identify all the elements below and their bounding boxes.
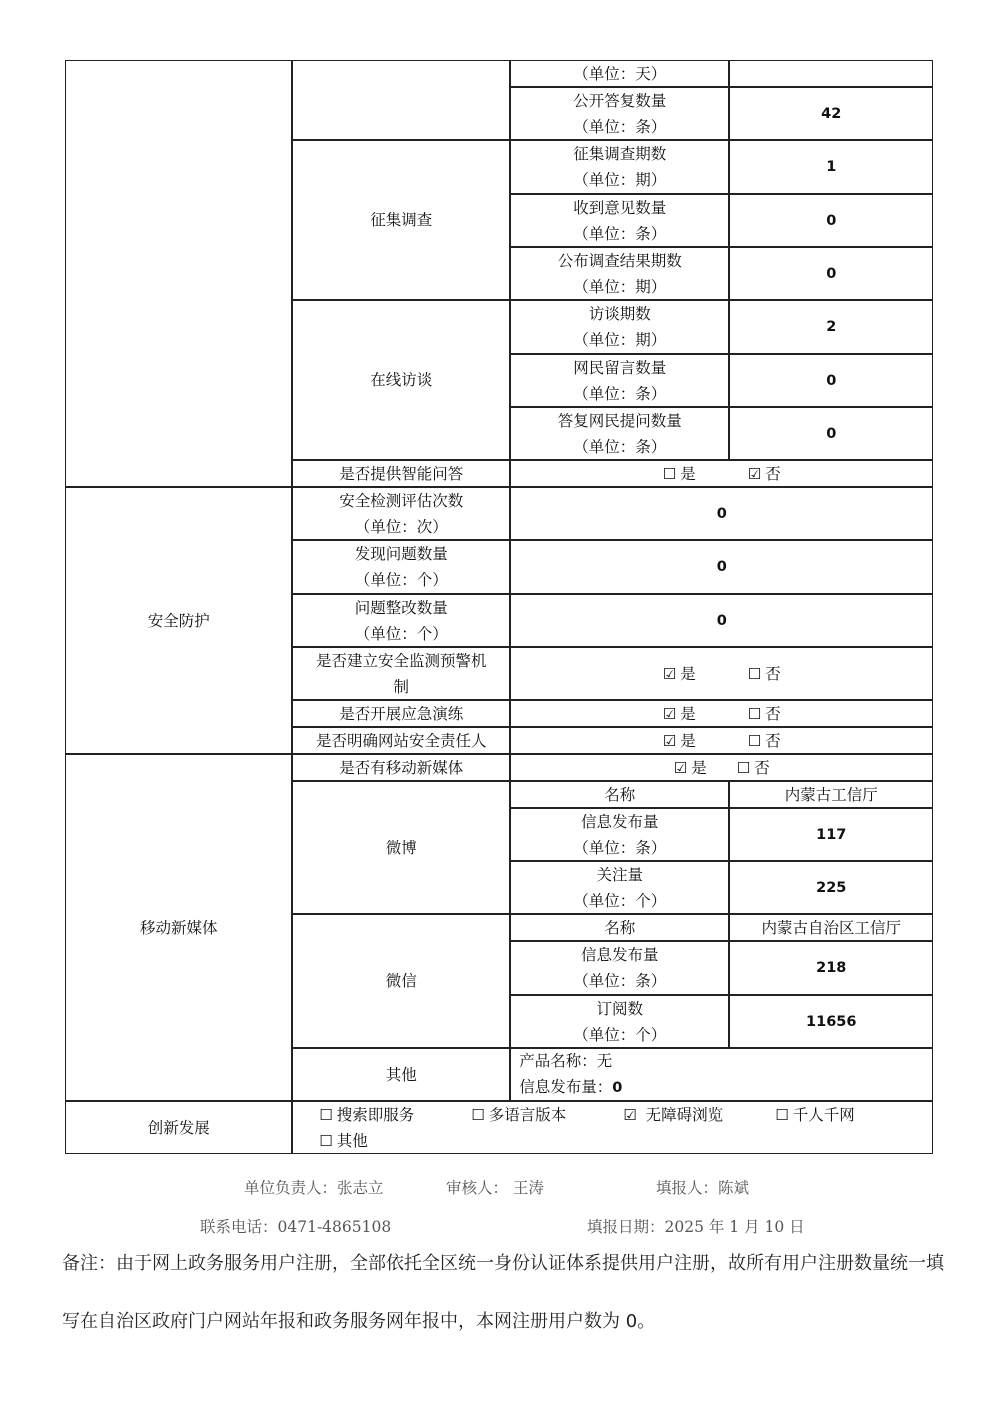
reply-days-unit <box>510 60 729 87</box>
checkbox-checked-icon[interactable]: ☑ <box>662 704 677 723</box>
reply-count-label <box>510 87 729 140</box>
section-innovation-label: 创新发展 <box>147 1118 210 1137</box>
media-other <box>292 1048 510 1101</box>
security-warning-yes-option[interactable] <box>663 661 696 687</box>
security-drill-choice <box>510 700 933 727</box>
security-drill-yes-option[interactable] <box>663 701 696 727</box>
interview-answers-unit: （单位：条） <box>573 437 667 456</box>
security-issues-unit: （单位：个） <box>354 571 448 590</box>
section-cell-empty <box>65 60 292 487</box>
smart-qa-label-text: 是否提供智能问答 <box>339 464 464 483</box>
survey-label: 征集调查 <box>370 211 433 230</box>
footer-date: 填报日期：2025 年 1 月 10 日 <box>587 1218 805 1236</box>
survey-opinions-label-text: 收到意见数量 <box>573 198 667 217</box>
security-owner-choice <box>510 727 933 754</box>
innovation-option-search[interactable] <box>319 1102 471 1128</box>
interview-periods-label-text: 访谈期数 <box>588 305 651 324</box>
weibo-posts-unit: （单位：条） <box>573 838 667 857</box>
security-issues-label <box>292 540 510 594</box>
reply-count-unit: （单位：条） <box>573 117 667 136</box>
interview-messages-unit: （单位：条） <box>573 384 667 403</box>
wechat-label: 微信 <box>385 972 417 991</box>
survey-periods-value-text: 1 <box>826 159 837 176</box>
reply-count-label-text: 公开答复数量 <box>573 91 667 110</box>
other-posts-value: 0 <box>612 1080 623 1097</box>
survey-opinions-label <box>510 194 729 247</box>
media-has-no-option[interactable] <box>737 755 770 781</box>
other-posts-label: 信息发布量： <box>519 1078 613 1097</box>
interview-messages-label <box>510 354 729 407</box>
smart-qa-yes-label: 是 <box>680 464 696 483</box>
security-drill-label <box>292 700 510 727</box>
security-issues-value <box>510 540 933 594</box>
footer-phone: 联系电话：0471-4865108 <box>200 1218 392 1236</box>
security-checks-label <box>292 487 510 540</box>
weibo-posts-label-text: 信息发布量 <box>580 812 659 831</box>
weibo-name-label <box>510 781 729 808</box>
media-weibo <box>292 781 510 914</box>
section-media <box>65 754 292 1101</box>
interview-periods-unit: （单位：期） <box>573 331 667 350</box>
security-checks-value <box>510 487 933 540</box>
wechat-name-label-text: 名称 <box>604 918 636 937</box>
media-wechat <box>292 914 510 1048</box>
security-issues-value-text: 0 <box>716 559 727 576</box>
innovation-other-blank[interactable] <box>368 1137 658 1154</box>
security-warning-choice <box>510 647 933 700</box>
section-media-label: 移动新媒体 <box>139 918 218 937</box>
innovation-options <box>292 1101 933 1154</box>
subsection-survey <box>292 140 510 300</box>
remark-note: 备注：由于网上政务服务用户注册，全部依托全区统一身份认证体系提供用户注册，故所有用户注册数量统一填写在自治区政府门户网站年报和政务服务网年报中，本网注册用户数为 0。 <box>62 1253 944 1332</box>
weibo-followers-label-text: 关注量 <box>596 865 643 884</box>
interview-messages-label-text: 网民留言数量 <box>573 358 667 377</box>
security-warning-no-option[interactable] <box>748 661 781 687</box>
checkbox-checked-icon[interactable]: ☑ <box>623 1105 637 1124</box>
media-has-yes-label: 是 <box>691 758 707 777</box>
innovation-option-personalized[interactable] <box>775 1102 854 1128</box>
smart-qa-label <box>292 460 510 487</box>
survey-periods-value <box>729 140 933 194</box>
security-checks-unit: （单位：次） <box>354 517 448 536</box>
innovation-option-label: 千人千网 <box>792 1105 855 1124</box>
weibo-followers-unit: （单位：个） <box>573 891 667 910</box>
innovation-option-label: 搜索即服务 <box>336 1105 415 1124</box>
checkbox-checked-icon[interactable]: ☑ <box>662 664 677 683</box>
security-checks-label-text: 安全检测评估次数 <box>339 491 464 510</box>
weibo-followers-value-text: 225 <box>816 879 847 896</box>
section-security-label: 安全防护 <box>147 611 210 630</box>
weibo-name-text: 内蒙古工信厅 <box>784 785 878 804</box>
footer-leader: 单位负责人：张志立 <box>244 1179 384 1197</box>
checkbox-unchecked-icon[interactable]: ☐ <box>736 758 751 777</box>
reply-count-value <box>729 87 933 140</box>
security-drill-no-option[interactable] <box>748 701 781 727</box>
security-owner-label <box>292 727 510 754</box>
weibo-label: 微博 <box>385 838 417 857</box>
checkbox-unchecked-icon[interactable]: ☐ <box>319 1105 333 1124</box>
innovation-other-row <box>319 1128 657 1154</box>
reply-count-value-text: 42 <box>821 105 842 122</box>
wechat-posts-unit: （单位：条） <box>573 972 667 991</box>
checkbox-checked-icon[interactable]: ☑ <box>673 758 688 777</box>
survey-periods-label-text: 征集调查期数 <box>573 145 667 164</box>
subsection-interview <box>292 300 510 460</box>
interview-messages-value-text: 0 <box>826 372 837 389</box>
security-warning-label <box>292 647 510 700</box>
security-warning-label-line2: 制 <box>393 677 409 696</box>
interview-answers-value <box>729 407 933 460</box>
wechat-subscribers-value <box>729 995 933 1048</box>
security-checks-value-text: 0 <box>716 505 727 522</box>
other-product-name: 产品名称：无 <box>519 1052 613 1071</box>
innovation-other-label: 其他 <box>336 1131 368 1150</box>
smart-qa-no-option[interactable] <box>748 461 781 487</box>
security-fixed-value <box>510 594 933 647</box>
survey-results-unit: （单位：期） <box>573 277 667 296</box>
interview-periods-value <box>729 300 933 354</box>
interview-messages-value <box>729 354 933 407</box>
wechat-posts-value <box>729 941 933 995</box>
security-warning-no-label: 否 <box>765 664 781 683</box>
interview-periods-value-text: 2 <box>826 319 837 336</box>
media-other-details <box>510 1048 933 1101</box>
security-owner-label-text: 是否明确网站安全责任人 <box>315 731 487 750</box>
security-issues-label-text: 发现问题数量 <box>354 545 448 564</box>
reply-days-value <box>729 60 933 87</box>
media-has-yes-option[interactable] <box>674 755 707 781</box>
checkbox-unchecked-icon[interactable]: ☐ <box>319 1131 333 1150</box>
weibo-posts-label <box>510 808 729 861</box>
footer-reviewer: 审核人： 王涛 <box>446 1179 544 1197</box>
weibo-followers-label <box>510 861 729 914</box>
wechat-name-value <box>729 914 933 941</box>
interview-answers-label <box>510 407 729 460</box>
checkbox-unchecked-icon[interactable]: ☐ <box>747 664 762 683</box>
security-drill-yes-label: 是 <box>680 704 696 723</box>
subsection-empty <box>292 60 510 140</box>
survey-opinions-value-text: 0 <box>826 212 837 229</box>
weibo-posts-value-text: 117 <box>816 826 847 843</box>
survey-periods-unit: （单位：期） <box>573 171 667 190</box>
section-innovation <box>65 1101 292 1154</box>
survey-opinions-unit: （单位：条） <box>573 224 667 243</box>
wechat-posts-label <box>510 941 729 995</box>
security-warning-yes-label: 是 <box>680 664 696 683</box>
security-drill-no-label: 否 <box>765 704 781 723</box>
wechat-posts-value-text: 218 <box>816 960 847 977</box>
weibo-posts-value <box>729 808 933 861</box>
checkbox-unchecked-icon[interactable]: ☐ <box>747 704 762 723</box>
security-owner-no-label: 否 <box>765 731 781 750</box>
innovation-options-row <box>319 1102 854 1128</box>
survey-results-value <box>729 247 933 300</box>
security-owner-no-option[interactable] <box>748 728 781 754</box>
survey-periods-label <box>510 140 729 194</box>
survey-opinions-value <box>729 194 933 247</box>
weibo-followers-value <box>729 861 933 914</box>
checkbox-unchecked-icon[interactable]: ☐ <box>662 464 677 483</box>
other-label: 其他 <box>385 1065 417 1084</box>
other-posts-line <box>519 1074 622 1101</box>
reply-days-unit-text: （单位：天） <box>573 64 667 83</box>
wechat-name-label <box>510 914 729 941</box>
section-security <box>65 487 292 754</box>
security-fixed-unit: （单位：个） <box>354 624 448 643</box>
media-has-no-label: 否 <box>754 758 770 777</box>
innovation-option-accessible[interactable] <box>623 1102 775 1128</box>
innovation-option-label: 无障碍浏览 <box>640 1105 724 1124</box>
security-fixed-value-text: 0 <box>716 612 727 629</box>
security-warning-label-line1: 是否建立安全监测预警机 <box>315 651 487 670</box>
media-has-label <box>292 754 510 781</box>
footer-filler: 填报人：陈斌 <box>656 1179 750 1197</box>
wechat-posts-label-text: 信息发布量 <box>580 946 659 965</box>
checkbox-checked-icon[interactable]: ☑ <box>747 464 762 483</box>
security-fixed-label-text: 问题整改数量 <box>354 598 448 617</box>
innovation-option-other[interactable] <box>319 1128 657 1154</box>
checkbox-checked-icon[interactable]: ☑ <box>662 731 677 750</box>
wechat-subscribers-unit: （单位：个） <box>573 1025 667 1044</box>
wechat-subscribers-label-text: 订阅数 <box>596 999 643 1018</box>
survey-results-label-text: 公布调查结果期数 <box>557 251 682 270</box>
survey-results-label <box>510 247 729 300</box>
smart-qa-no-label: 否 <box>765 464 781 483</box>
security-owner-yes-label: 是 <box>680 731 696 750</box>
smart-qa-yes-option[interactable] <box>663 461 696 487</box>
security-drill-label-text: 是否开展应急演练 <box>339 704 464 723</box>
media-has-choice <box>510 754 933 781</box>
innovation-option-label: 多语言版本 <box>488 1105 567 1124</box>
security-owner-yes-option[interactable] <box>663 728 696 754</box>
checkbox-unchecked-icon[interactable]: ☐ <box>775 1105 789 1124</box>
checkbox-unchecked-icon[interactable]: ☐ <box>747 731 762 750</box>
wechat-subscribers-value-text: 11656 <box>806 1013 857 1030</box>
media-has-label-text: 是否有移动新媒体 <box>339 758 464 777</box>
weibo-name-value <box>729 781 933 808</box>
interview-answers-value-text: 0 <box>826 425 837 442</box>
checkbox-unchecked-icon[interactable]: ☐ <box>471 1105 485 1124</box>
interview-answers-label-text: 答复网民提问数量 <box>557 411 682 430</box>
weibo-name-label-text: 名称 <box>604 785 636 804</box>
innovation-option-multilang[interactable] <box>471 1102 623 1128</box>
smart-qa-choice <box>510 460 933 487</box>
wechat-subscribers-label <box>510 995 729 1048</box>
survey-results-value-text: 0 <box>826 265 837 282</box>
interview-periods-label <box>510 300 729 354</box>
security-fixed-label <box>292 594 510 647</box>
wechat-name-text: 内蒙古自治区工信厅 <box>761 918 901 937</box>
interview-label: 在线访谈 <box>370 371 433 390</box>
